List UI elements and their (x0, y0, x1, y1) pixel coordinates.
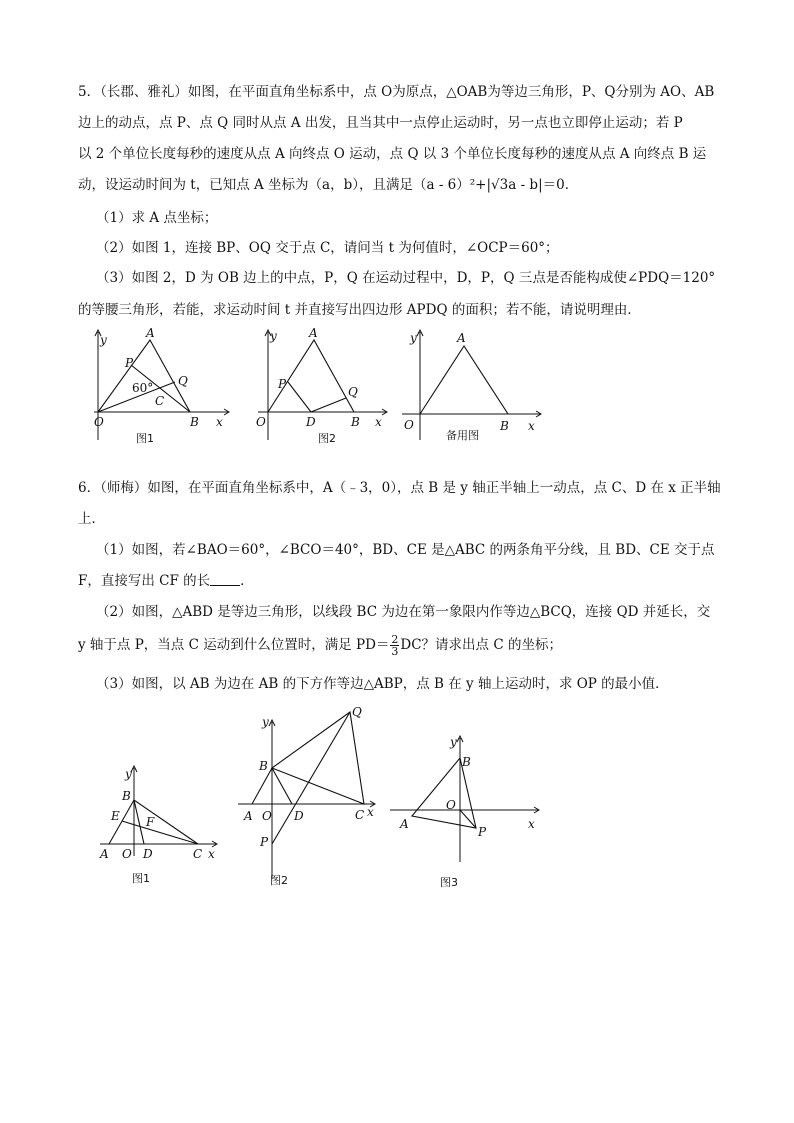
triangle-oab (420, 346, 508, 414)
label-e: E (111, 809, 120, 823)
label-b: B (500, 419, 509, 433)
segment-pd (288, 382, 311, 412)
p6-question-2b (78, 634, 562, 657)
label-y: y (450, 735, 457, 749)
caption-fig1: 图1 (132, 872, 150, 885)
label-o: O (122, 847, 132, 861)
p6-figure-1 (94, 708, 234, 893)
fraction-numerator: 2 (391, 633, 399, 646)
label-p: P (125, 356, 134, 370)
p5-question-2: （2）如图 1，连接 BP、OQ 交于点 C，请问当 t 为何值时，∠OCP＝60°； (96, 240, 559, 256)
label-o: O (262, 809, 272, 823)
fraction-two-thirds (390, 634, 399, 657)
p5-figure-spare (398, 322, 548, 447)
fraction-denominator: 3 (391, 645, 399, 658)
answer-blank (210, 572, 240, 586)
label-d: D (294, 809, 304, 823)
label-c: C (355, 808, 365, 822)
label-a: A (244, 809, 253, 823)
label-a: A (100, 847, 109, 861)
p6-line-2: 上． (78, 511, 105, 527)
triangle-bcq (272, 712, 364, 804)
label-x: x (367, 805, 374, 819)
p5-line-3: 以 2 个单位长度每秒的速度从点 A 向终点 O 运动，点 Q 以 3 个单位长度每秒的速度从点 A 向终点 B 运 (78, 146, 707, 162)
p6-question-2b-text: y 轴于点 P，当点 C 运动到什么位置时，满足 PD＝ (78, 637, 390, 653)
p5-line-1: 5．（长郡、雅礼）如图，在平面直角坐标系中，点 O为原点，△OAB为等边三角形，P、Q分别为 AO、AB (78, 84, 715, 100)
label-q: Q (352, 705, 362, 719)
label-a: A (146, 326, 155, 340)
label-b: B (462, 755, 471, 769)
label-angle: 60° (132, 381, 154, 395)
line-qp (272, 712, 350, 844)
caption-spare: 备用图 (446, 429, 479, 442)
p6-question-2b-end: DC？请求出点 C 的坐标； (400, 637, 562, 653)
p6-question-3: （3）如图，以 AB 为边在 AB 的下方作等边△ABP，点 B 在 y 轴上运动时，求 OP 的最小值． (96, 676, 669, 692)
p6-question-1b-end: ． (240, 573, 254, 589)
label-x: x (208, 847, 215, 861)
label-o: O (404, 418, 414, 432)
caption-fig2: 图2 (318, 432, 336, 445)
label-d: D (306, 415, 316, 429)
label-y: y (100, 333, 107, 347)
label-x: x (528, 817, 535, 831)
label-p: P (478, 825, 487, 839)
label-b: B (259, 759, 268, 773)
label-a: A (457, 331, 466, 345)
label-y: y (270, 329, 277, 343)
bisector-ce (122, 821, 198, 844)
p5-figure-1 (90, 322, 230, 447)
p5-question-1: （1）求 A 点坐标； (96, 210, 218, 226)
caption-fig3: 图3 (440, 876, 458, 889)
p5-question-3a: （3）如图 2，D 为 OB 边上的中点，P，Q 在运动过程中，D，P，Q 三点是否能构成使∠PDQ＝120° (96, 270, 716, 286)
label-y: y (125, 767, 132, 781)
label-q: Q (178, 374, 188, 388)
label-p: P (278, 377, 287, 391)
p6-question-1a: （1）如图，若∠BAO＝60°，∠BCO＝40°，BD、CE 是△ABC 的两条角平分线，且 BD、CE 交于点 (96, 542, 715, 558)
label-o: O (94, 415, 104, 429)
triangle-oab (268, 340, 354, 412)
label-x: x (216, 415, 223, 429)
label-d: D (143, 847, 153, 861)
p5-question-3b: 的等腰三角形，若能，求运动时间 t 并直接写出四边形 APDQ 的面积；若不能，请说明理由． (78, 302, 641, 318)
p6-figure-2 (234, 704, 384, 894)
label-x: x (375, 415, 382, 429)
caption-fig2: 图2 (270, 874, 288, 887)
label-o: O (446, 798, 456, 812)
p6-question-2a: （2）如图，△ABD 是等边三角形，以线段 BC 为边在第一象限内作等边△BCQ，连接 QD 并延长，交 (96, 604, 711, 620)
segment-dq (311, 398, 346, 412)
p6-question-1b (78, 571, 254, 591)
label-q: Q (348, 385, 358, 399)
p5-line-4: 动，设运动时间为 t，已知点 A 坐标为（a，b），且满足（a - 6）²+|√3a - b|＝0． (78, 177, 579, 193)
p5-figure-2 (254, 322, 394, 447)
label-b: B (190, 415, 199, 429)
label-o: O (256, 415, 266, 429)
label-x: x (528, 419, 535, 433)
label-b: B (122, 789, 131, 803)
p6-figure-3 (386, 730, 546, 895)
label-p: P (260, 835, 269, 849)
p6-line-1: 6．（师梅）如图，在平面直角坐标系中，A（﹣3，0），点 B 是 y 轴正半轴上一动点，点 C、D 在 x 正半轴 (78, 480, 721, 496)
label-a: A (309, 326, 318, 340)
caption-fig1: 图1 (136, 432, 154, 445)
label-y: y (410, 331, 417, 345)
label-c: C (193, 847, 203, 861)
label-a: A (400, 817, 409, 831)
p6-question-1b-text: F，直接写出 CF 的长 (78, 573, 211, 589)
label-y: y (262, 715, 269, 729)
label-b: B (351, 415, 360, 429)
p5-line-2: 边上的动点，点 P、点 Q 同时从点 A 出发，且当其中一点停止运动时，另一点也立即停止运动；若 P (78, 115, 683, 131)
label-f: F (146, 815, 155, 829)
bisector-bd (134, 800, 144, 844)
label-c: C (155, 394, 165, 408)
